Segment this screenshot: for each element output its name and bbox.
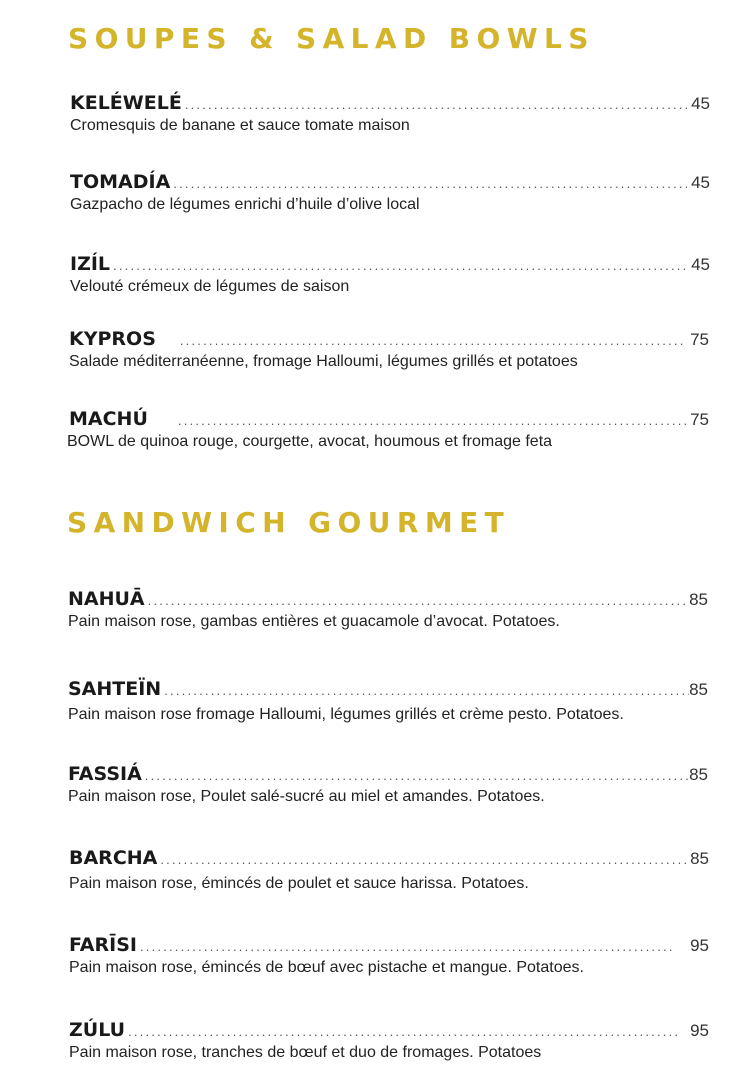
menu-item-price: 75	[690, 410, 709, 429]
menu-item-name: KYPROS	[69, 328, 156, 350]
menu-item-description: Pain maison rose, émincés de bœuf avec pistache et mangue. Potatoes.	[69, 959, 584, 976]
menu-item-sahtein	[68, 678, 708, 724]
menu-item-description: Cromesquis de banane et sauce tomate maison	[70, 117, 410, 134]
menu-item-name: FARĪSI	[69, 934, 137, 956]
menu-item-name: NAHUĀ	[68, 588, 145, 610]
menu-item-line	[68, 678, 708, 702]
menu-item-name: TOMADÍA	[70, 171, 171, 193]
menu-item-izil	[70, 253, 710, 296]
menu-item-line	[69, 847, 709, 871]
menu-item-price: 85	[689, 680, 708, 699]
menu-item-name: KELÉWELÉ	[70, 92, 182, 114]
menu-item-description: Pain maison rose, émincés de poulet et sauce harissa. Potatoes.	[69, 875, 529, 892]
menu-item-description: Velouté crémeux de légumes de saison	[70, 278, 350, 295]
menu-item-name: SAHTEÏN	[68, 678, 162, 700]
menu-item-line	[68, 763, 708, 787]
menu-item-line	[70, 171, 710, 195]
menu-item-description: Gazpacho de légumes enrichi d’huile d’olive local	[70, 196, 420, 213]
menu-item-nahua	[68, 588, 708, 631]
menu-item-name: ZÚLU	[69, 1019, 126, 1041]
dot-leader	[148, 593, 689, 608]
section-title-sandwich: SANDWICH GOURMET	[67, 506, 511, 539]
dot-leader	[140, 939, 674, 954]
dot-leader	[160, 852, 690, 867]
menu-item-price: 85	[689, 765, 708, 784]
dot-leader	[178, 413, 686, 428]
menu-item-name: MACHÚ	[69, 408, 148, 430]
menu-item-price: 45	[691, 173, 710, 192]
menu-item-price: 45	[691, 255, 710, 274]
menu-item-description: Salade méditerranéenne, fromage Halloumi, légumes grillés et potatoes	[69, 353, 578, 370]
menu-item-machu	[69, 408, 709, 451]
menu-item-name: IZÍL	[70, 253, 111, 275]
menu-item-fassia	[68, 763, 708, 806]
dot-leader	[173, 176, 687, 191]
dot-leader	[145, 768, 689, 783]
dot-leader	[164, 683, 689, 698]
menu-item-price: 95	[690, 936, 709, 955]
menu-item-price: 45	[691, 94, 710, 113]
section-title-soupes: SOUPES & SALAD BOWLS	[68, 22, 595, 55]
menu-item-kelewele	[70, 92, 710, 135]
dot-leader	[180, 333, 686, 348]
menu-item-description: Pain maison rose, tranches de bœuf et duo de fromages. Potatoes	[69, 1044, 542, 1061]
menu-item-barcha	[69, 847, 709, 893]
menu-item-farisi	[69, 934, 709, 977]
menu-item-description: Pain maison rose, gambas entières et guacamole d’avocat. Potatoes.	[68, 613, 560, 630]
menu-item-zulu	[69, 1019, 709, 1062]
menu-item-name: BARCHA	[69, 847, 158, 869]
menu-item-price: 85	[689, 590, 708, 609]
menu-item-line	[70, 253, 710, 277]
menu-item-line	[68, 588, 708, 612]
menu-item-line	[69, 1019, 709, 1043]
menu-item-price: 85	[690, 849, 709, 868]
menu-item-kypros	[69, 328, 709, 371]
dot-leader	[113, 258, 687, 273]
menu-item-description: Pain maison rose fromage Halloumi, légumes grillés et crème pesto. Potatoes.	[68, 706, 624, 723]
menu-item-line	[69, 328, 709, 352]
menu-item-name: FASSIÁ	[68, 763, 142, 785]
menu-item-description: Pain maison rose, Poulet salé-sucré au miel et amandes. Potatoes.	[68, 788, 545, 805]
menu-item-tomadia	[70, 171, 710, 214]
menu-item-line	[69, 934, 709, 958]
menu-item-price: 95	[690, 1021, 709, 1040]
menu-item-price: 75	[690, 330, 709, 349]
menu-item-line	[70, 92, 710, 116]
menu-item-line	[69, 408, 709, 432]
dot-leader	[185, 97, 687, 112]
dot-leader	[128, 1024, 678, 1039]
menu-item-description: BOWL de quinoa rouge, courgette, avocat, houmous et fromage feta	[67, 433, 553, 450]
